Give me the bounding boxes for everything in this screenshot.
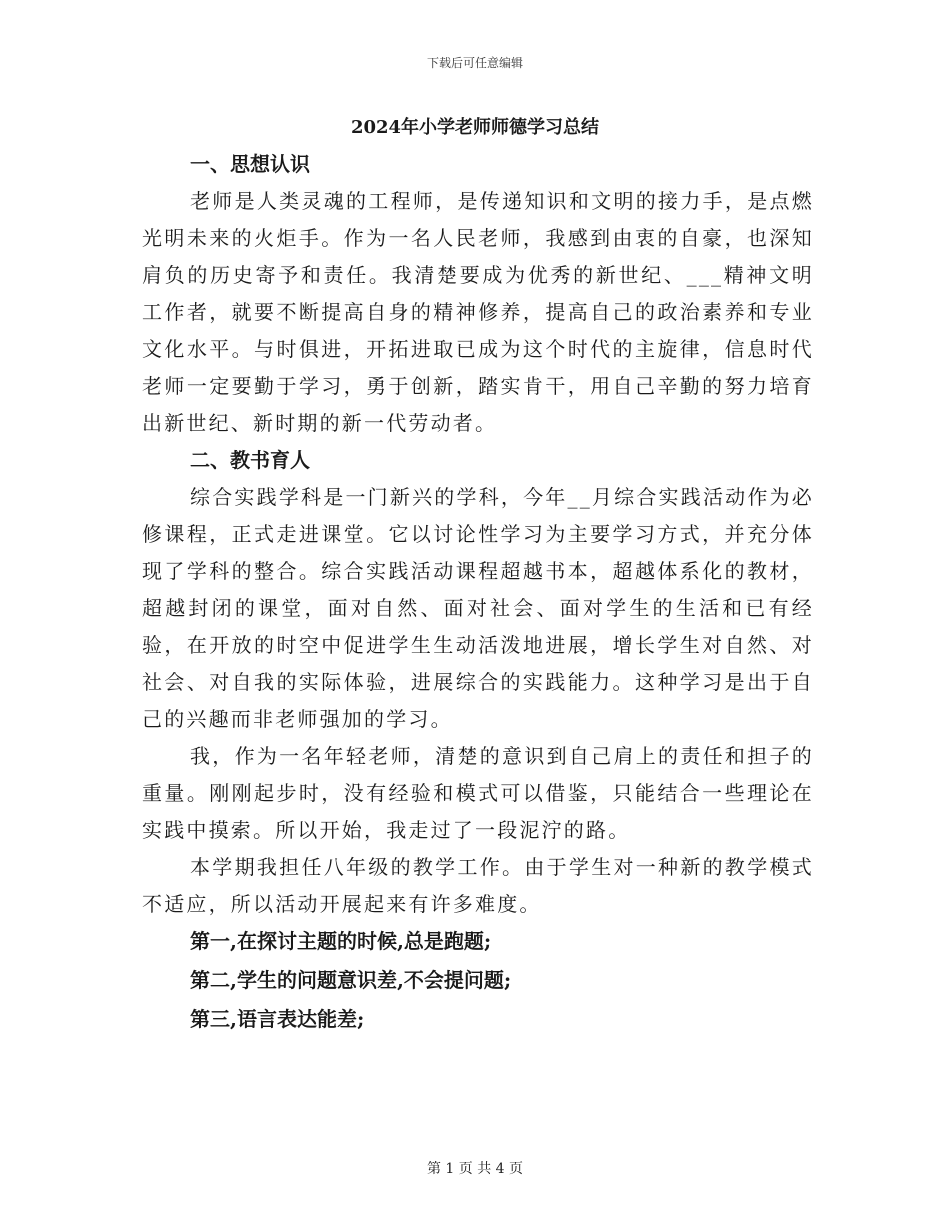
point-first: 第一,在探讨主题的时候,总是跑题; xyxy=(190,929,492,953)
section-heading-teaching: 二、教书育人 xyxy=(190,448,310,472)
paragraph-semester-work: 本学期我担任八年级的教学工作。由于学生对一种新的教学模式不适应，所以活动开展起来有许多难度。 xyxy=(142,855,814,916)
document-title: 2024年小学老师师德学习总结 xyxy=(350,117,600,138)
section-heading-thinking: 一、思想认识 xyxy=(190,152,310,176)
point-second: 第二,学生的问题意识差,不会提问题; xyxy=(190,968,512,992)
paragraph-thinking: 老师是人类灵魂的工程师，是传递知识和文明的接力手，是点燃光明未来的火炬手。作为一名人民老师，我感到由衷的自豪，也深知肩负的历史寄予和责任。我清楚要成为优秀的新世纪、___精神文明工作者，就要不断提高自身的精神修养，提高自己的政治素养和专业文化水平。与时俱进，开拓进取已成为这个时代的主旋律，信息时代老师一定要勤于学习，勇于创新，踏实肯干，用自己辛勤的努力培育出新世纪、新时期的新一代劳动者。 xyxy=(142,189,814,435)
page-number-footer: 第 1 页 共 4 页 xyxy=(426,1161,524,1177)
paragraph-young-teacher: 我，作为一名年轻老师，清楚的意识到自己肩上的责任和担子的重量。刚刚起步时，没有经验和模式可以借鉴，只能结合一些理论在实践中摸索。所以开始，我走过了一段泥泞的路。 xyxy=(142,744,814,842)
point-third: 第三,语言表达能差; xyxy=(190,1007,365,1031)
paragraph-practice-course: 综合实践学科是一门新兴的学科，今年__月综合实践活动作为必修课程，正式走进课堂。它以讨论性学习为主要学习方式，并充分体现了学科的整合。综合实践活动课程超越书本，超越体系化的教材，超越封闭的课堂，面对自然、面对社会、面对学生的生活和已有经验，在开放的时空中促进学生生动活泼地进展，增长学生对自然、对社会、对自我的实际体验，进展综合的实践能力。这种学习是出于自己的兴趣而非老师强加的学习。 xyxy=(142,485,814,731)
document-body xyxy=(142,146,814,1040)
page-header-note: 下载后可任意编辑 xyxy=(426,56,523,70)
